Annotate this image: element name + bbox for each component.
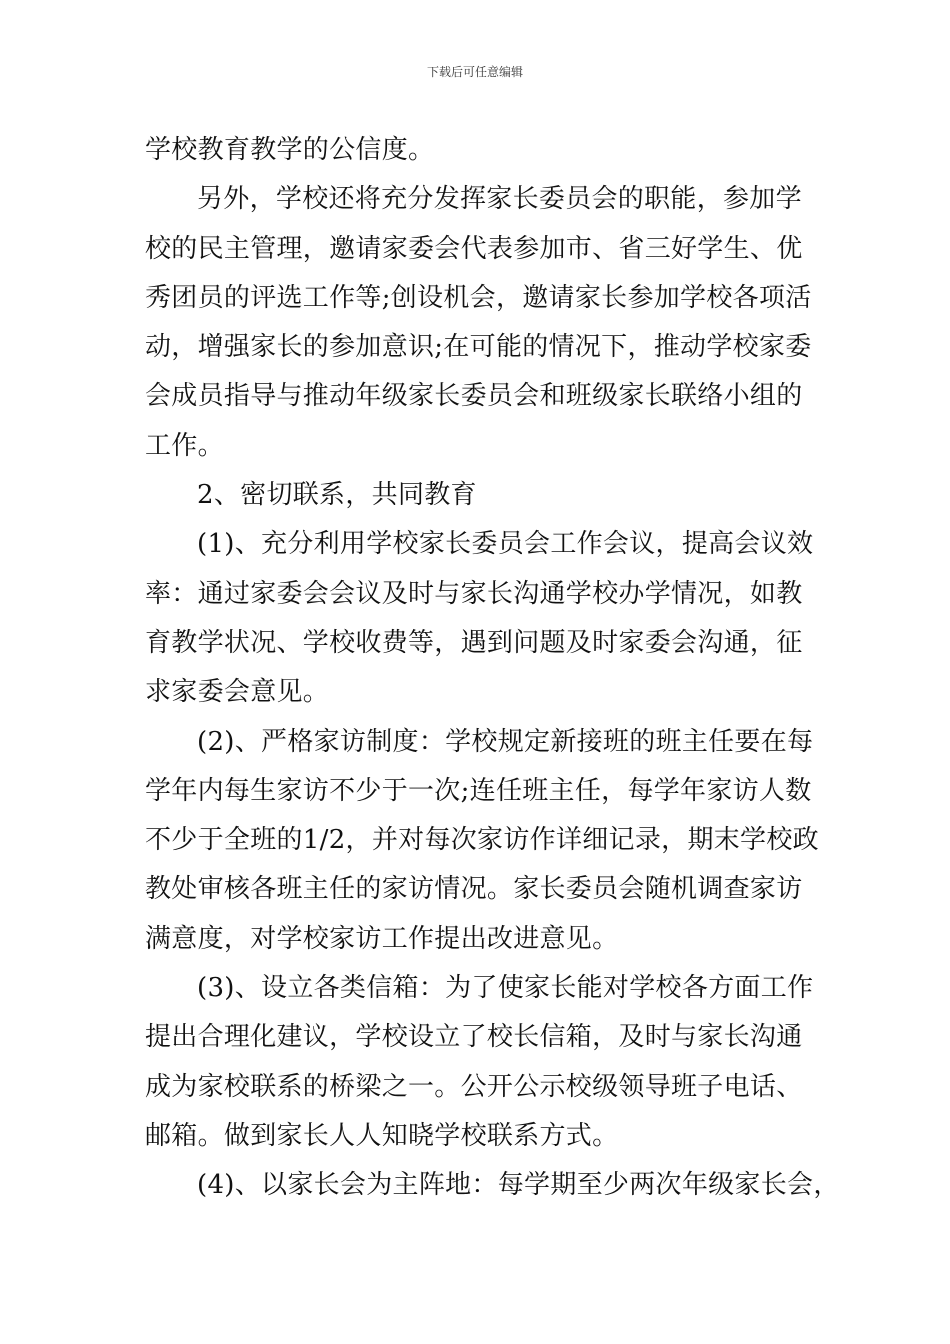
text-line: (1)、充分利用学校家长委员会工作会议，提高会议效 <box>197 529 814 560</box>
text-line: 校的民主管理，邀请家委会代表参加市、省三好学生、优 <box>145 233 803 264</box>
body-text <box>145 126 840 1211</box>
text-line: 满意度，对学校家访工作提出改进意见。 <box>145 923 619 954</box>
text-line: 成为家校联系的桥梁之一。公开公示校级领导班子电话、 <box>145 1071 803 1102</box>
text-line: 动，增强家长的参加意识;在可能的情况下，推动学校家委 <box>145 332 812 363</box>
text-line: 工作。 <box>145 430 224 461</box>
text-line: (3)、设立各类信箱：为了使家长能对学校各方面工作 <box>197 973 814 1004</box>
page-header: 下载后可任意编辑 <box>426 65 523 79</box>
text-line: 率：通过家委会会议及时与家长沟通学校办学情况，如教 <box>145 578 803 609</box>
text-line: (2)、严格家访制度：学校规定新接班的班主任要在每 <box>197 726 814 757</box>
text-line: 求家委会意见。 <box>145 677 330 708</box>
text-line: 教处审核各班主任的家访情况。家长委员会随机调查家访 <box>145 874 803 905</box>
text-line: 邮箱。做到家长人人知晓学校联系方式。 <box>145 1120 619 1151</box>
text-line: 育教学状况、学校收费等，遇到问题及时家委会沟通，征 <box>145 627 803 658</box>
text-line: 不少于全班的1/2，并对每次家访作详细记录，期末学校政 <box>145 825 819 856</box>
text-line: 另外，学校还将充分发挥家长委员会的职能，参加学 <box>197 184 802 215</box>
text-line: 提出合理化建议，学校设立了校长信箱，及时与家长沟通 <box>145 1022 803 1053</box>
section-heading: 2、密切联系，共同教育 <box>197 480 477 511</box>
text-line: 会成员指导与推动年级家长委员会和班级家长联络小组的 <box>145 381 803 412</box>
text-line: (4)、以家长会为主阵地：每学期至少两次年级家长会， <box>197 1170 840 1201</box>
text-line: 学校教育教学的公信度。 <box>145 135 435 165</box>
text-line: 秀团员的评选工作等;创设机会，邀请家长参加学校各项活 <box>145 282 812 313</box>
text-line: 学年内每生家访不少于一次;连任班主任，每学年家访人数 <box>145 775 812 806</box>
